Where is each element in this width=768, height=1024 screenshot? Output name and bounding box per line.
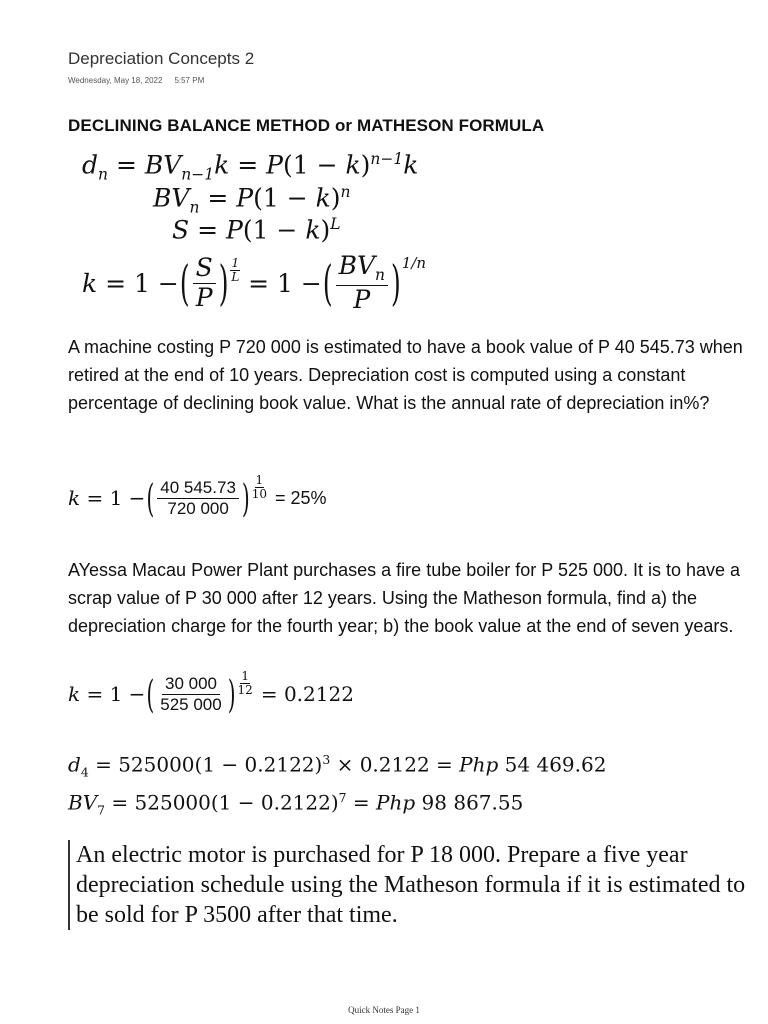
problem1-result: 25% <box>290 487 327 508</box>
problem1-exp: 10 <box>251 486 267 501</box>
problem2-text: AYessa Macau Power Plant purchases a fire tube boiler for P 525 000. It is to have a scrap value of P 30 000 after 12 years. Using the Matheson formula, find a) the depreciation charge for the fourth year; b) the book value at the end of seven years. <box>68 560 741 636</box>
problem2-result: 0.2122 <box>283 682 354 707</box>
problem2-d4-value: 54 469.62 <box>504 752 607 777</box>
problem2-d4: $d_4 = 525000(1 - 0.2122)^3 \times 0.2122$ = Php 54 469.62 <box>68 752 607 780</box>
problem3-text: An electric motor is purchased for P 18 000. Prepare a five year depreciation schedule using the Matheson formula if it is estimated to be sold for P 3500 after that time. <box>68 840 756 930</box>
section-heading: DECLINING BALANCE METHOD or MATHESON FORMULA <box>68 116 545 135</box>
problem2-exp: 12 <box>237 682 253 697</box>
page-timestamp <box>68 76 204 85</box>
problem2-num: 30 000 <box>162 674 220 695</box>
formula-dn: $d_n = BV_{n-1}k = P(1 - k)^{n-1}k$ <box>82 150 419 184</box>
page-date: Wednesday, May 18, 2022 <box>68 76 163 85</box>
formula-s: $S = P(1 - k)^L$ <box>172 215 341 245</box>
page-title: Depreciation Concepts 2 <box>68 49 255 68</box>
formula-k: k = 1 − ( $\frac{S}{P}$ ) $\frac{1}{L}$ = 1 − ( $\frac{BV_n}{P}$ ) 1/n <box>82 251 427 314</box>
problem1-text: A machine costing P 720 000 is estimated to have a book value of P 40 545.73 when retired at the end of 10 years. Depreciation cost is computed using a constant percentage of declining book value. What is the annual rate of depreciation in%? <box>68 337 743 413</box>
problem2-den: 525 000 <box>160 694 222 714</box>
problem1-formula: k = 1 − ( $\frac{40 545.73}{720 000}$ ) $\frac{1}{10}$ = 25% <box>68 472 327 521</box>
page-time: 5:57 PM <box>174 76 205 85</box>
page-footer: Quick Notes Page 1 <box>348 1005 420 1015</box>
problem1-num: 40 545.73 <box>157 478 239 499</box>
problem1-den: 720 000 <box>167 498 229 518</box>
problem2-bv7: $BV_7 = 525000(1 - 0.2122)^7$ = Php 98 867.55 <box>68 790 524 818</box>
formula-bvn: $BV_n = P(1 - k)^n$ <box>153 183 351 217</box>
problem2-bv7-value: 98 867.55 <box>421 790 524 815</box>
problem2-formula: k = 1 − ( $\frac{30 000}{525 000}$ ) $\frac{1}{12}$ = 0.2122 <box>68 668 354 717</box>
